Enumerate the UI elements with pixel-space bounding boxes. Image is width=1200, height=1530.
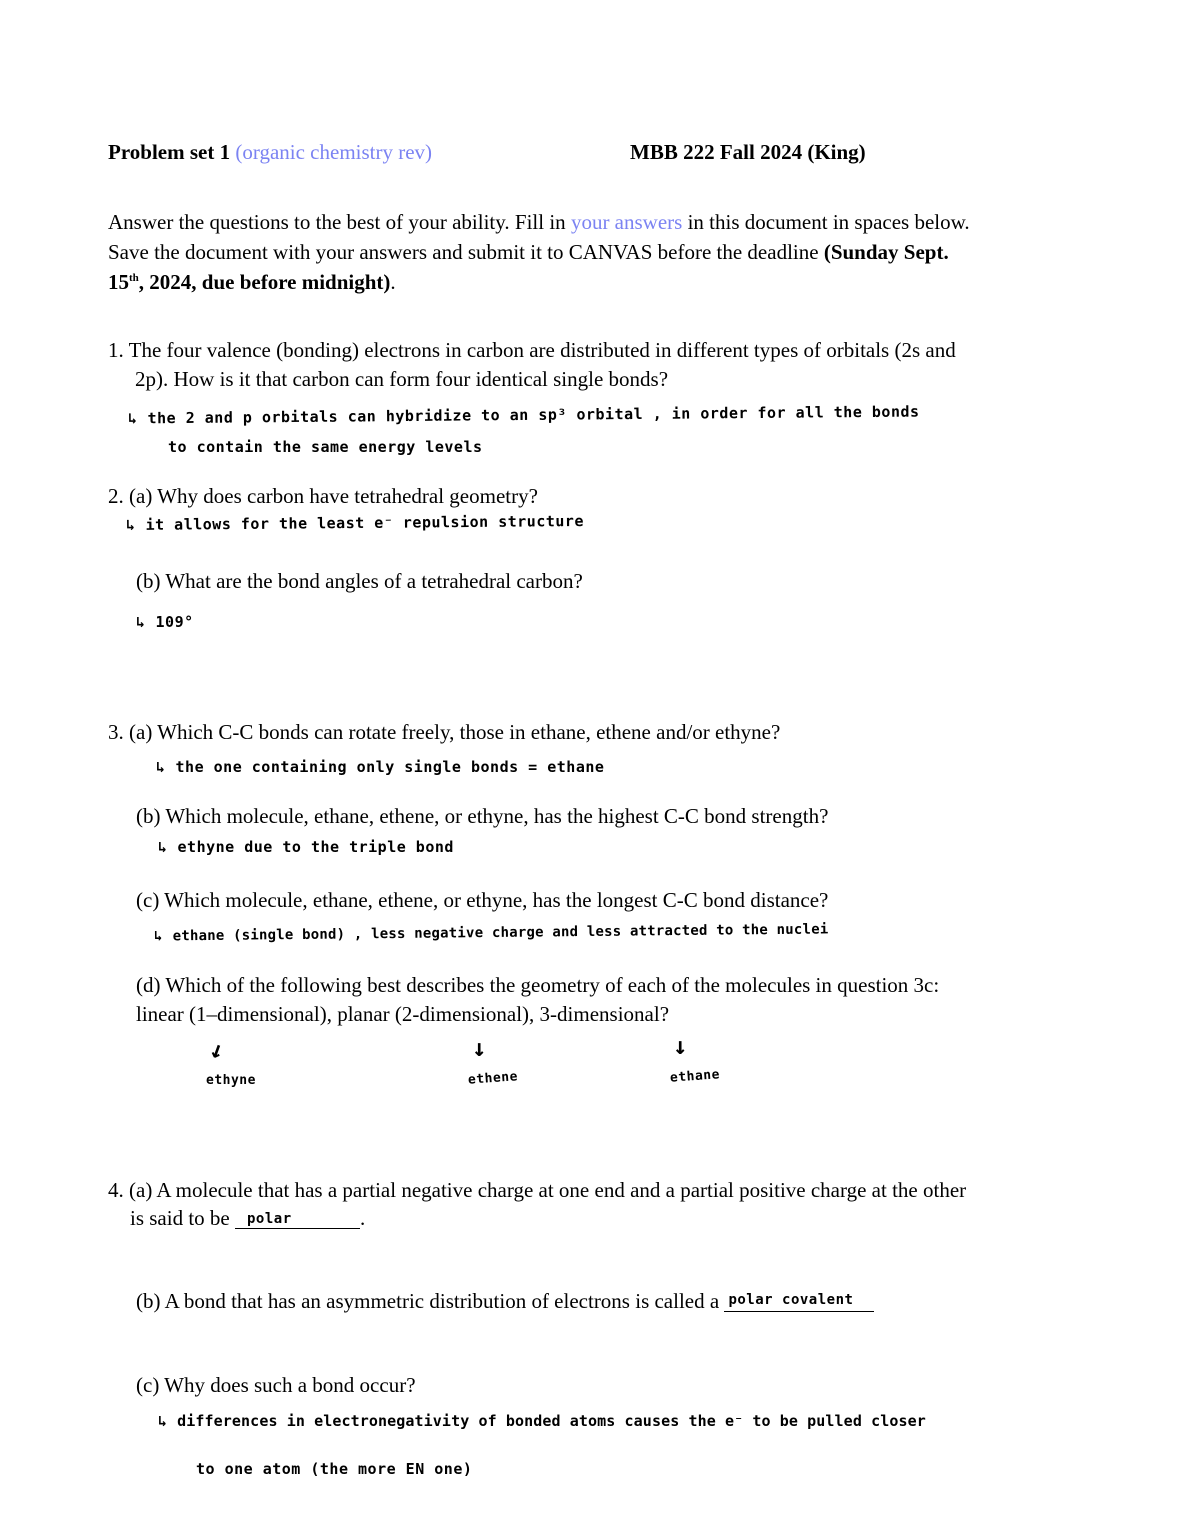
q3b-question: (b) Which molecule, ethane, ethene, or ethyne, has the highest C-C bond strength?	[136, 804, 829, 828]
q4c-question: (c) Why does such a bond occur?	[136, 1373, 416, 1397]
q4a-answer-blank	[235, 1210, 360, 1229]
q2b-question: (b) What are the bond angles of a tetrahedral carbon?	[136, 569, 583, 593]
q3a-answer	[156, 760, 604, 775]
answer-arrow-icon: ↳	[158, 1412, 168, 1430]
handwritten-answer: 109°	[155, 613, 194, 631]
intro-text: Answer the questions to the best of your ability. Fill in	[108, 210, 571, 234]
problem-set-title: Problem set 1	[108, 140, 231, 164]
q3c-answer	[154, 922, 829, 943]
deadline-text: , 2024, due before midnight)	[138, 270, 391, 294]
q4c-answer-line-1	[158, 1414, 926, 1429]
handwritten-answer: the one containing only single bonds = ethane	[175, 758, 605, 776]
q3a-question: 3. (a) Which C-C bonds can rotate freely, those in ethane, ethene and/or ethyne?	[108, 720, 781, 744]
answer-arrow-icon: ↳	[136, 613, 146, 631]
q3c-question: (c) Which molecule, ethane, ethene, or ethyne, has the longest C-C bond distance?	[136, 888, 829, 912]
q4a-answer: polar	[247, 1211, 292, 1227]
q1-answer-line-2: to contain the same energy levels	[168, 438, 483, 456]
intro-line-1	[108, 212, 970, 233]
answer-arrow-icon: ↳	[156, 758, 166, 776]
intro-line-2	[108, 242, 949, 263]
q1-answer-line-1	[127, 402, 920, 428]
q4a-question-line-2	[130, 1208, 365, 1229]
deadline-text: (Sunday Sept.	[823, 240, 949, 264]
q4a-question-line-1: 4. (a) A molecule that has a partial negative charge at one end and a partial positive charge at the other	[108, 1178, 967, 1202]
q3d-answer-ethyne: ethyne	[206, 1073, 256, 1088]
deadline-sup: th	[129, 272, 139, 284]
q2a-question: 2. (a) Why does carbon have tetrahedral geometry?	[108, 484, 538, 508]
answer-arrow-icon: ↳	[127, 409, 138, 428]
your-answers-text: your answers	[570, 210, 683, 234]
intro-text: Save the document with your answers and submit it to CANVAS before the deadline	[108, 240, 824, 264]
q2a-answer	[126, 514, 584, 533]
problem-set-subtitle: (organic chemistry rev)	[235, 140, 433, 164]
question-text: (b) A bond that has an asymmetric distribution of electrons is called a	[136, 1289, 725, 1313]
q3d-question-line-2: linear (1–dimensional), planar (2-dimensional), 3-dimensional?	[136, 1002, 670, 1026]
intro-line-3	[108, 272, 396, 293]
q3d-answer-ethane: ethane	[669, 1067, 721, 1086]
q3b-answer	[158, 840, 454, 855]
handwritten-answer: differences in electronegativity of bonded atoms causes the e⁻ to be pulled closer	[177, 1412, 926, 1430]
q3d-question-line-1: (d) Which of the following best describes the geometry of each of the molecules in question 3c:	[136, 973, 940, 997]
q4b-answer-blank	[724, 1293, 874, 1312]
answer-arrow-icon: ↳	[125, 515, 136, 534]
q1-line-1: 1. The four valence (bonding) electrons in carbon are distributed in different types of orbitals (2s and	[108, 338, 956, 362]
handwritten-answer: the 2 and p orbitals can hybridize to an sp³ orbital , in order for all the bonds	[147, 402, 920, 428]
q4b-answer: polar covalent	[728, 1292, 854, 1308]
header-title-line	[108, 142, 432, 163]
intro-text: in this document in spaces below.	[682, 210, 970, 234]
handwritten-answer: ethyne due to the triple bond	[177, 838, 454, 856]
down-arrow-icon: ↓	[472, 1034, 487, 1062]
answer-arrow-icon: ↳	[158, 838, 168, 856]
q4b-question	[136, 1291, 874, 1312]
handwritten-answer: it allows for the least e⁻ repulsion structure	[145, 512, 585, 534]
q2b-answer	[136, 615, 194, 630]
intro-text: .	[390, 270, 396, 294]
answer-arrow-icon: ↳	[153, 928, 163, 945]
course-title: MBB 222 Fall 2024 (King)	[630, 140, 866, 164]
down-arrow-icon: ↓	[673, 1032, 688, 1060]
q1-line-2: 2p). How is it that carbon can form four identical single bonds?	[135, 367, 669, 391]
handwritten-answer: ethane (single bond) , less negative charge and less attracted to the nuclei	[172, 921, 829, 945]
deadline-day: 15	[108, 270, 129, 294]
q4c-answer-line-2: to one atom (the more EN one)	[196, 1460, 473, 1478]
q3d-answer-ethene: ethene	[467, 1069, 519, 1088]
question-text: .	[360, 1206, 366, 1230]
question-text: is said to be	[130, 1206, 235, 1230]
down-arrow-icon: ↓	[205, 1034, 230, 1066]
